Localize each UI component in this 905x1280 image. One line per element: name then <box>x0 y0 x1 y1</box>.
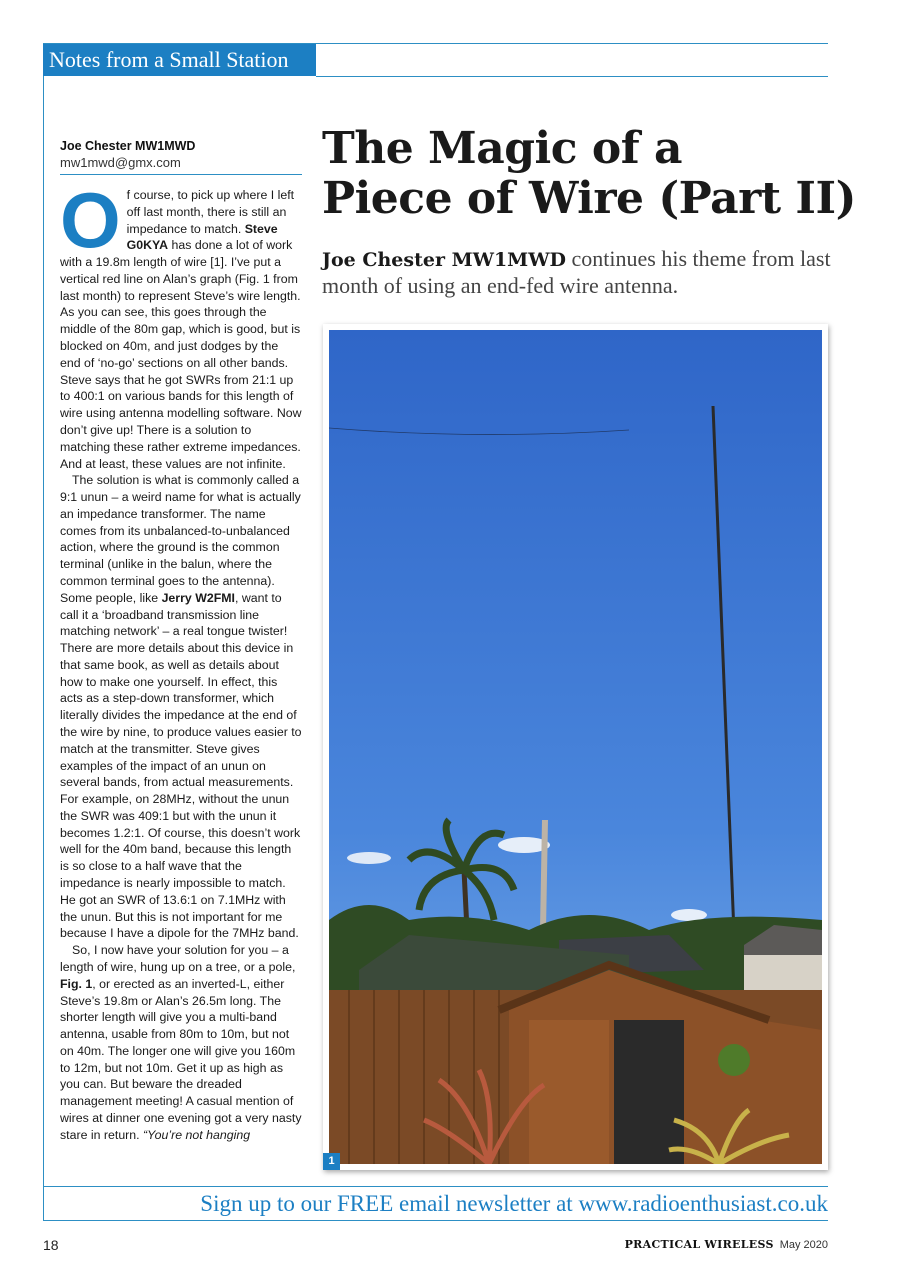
quote-start: “You’re not hanging <box>143 1127 251 1142</box>
article-title <box>322 124 862 224</box>
magazine-footer <box>625 1238 828 1251</box>
author-byline <box>60 138 302 172</box>
house-wall <box>744 955 822 995</box>
title-line-1: The Magic of a <box>322 123 682 174</box>
shed-door <box>529 1020 609 1164</box>
banner-bottom-rule <box>43 1220 828 1221</box>
cloud <box>671 909 707 921</box>
cloud <box>347 852 391 864</box>
drop-cap: O <box>60 176 121 264</box>
article-body <box>60 176 302 1144</box>
figure-number: 1 <box>323 1153 340 1170</box>
paragraph-2: The solution is what is commonly called a 9:1 unun – a weird name for what is actually an impedance transformer. The name comes from its unbalanced-to-unbalanced action, where the ground is the common terminal (unlike in the balun, where the common terminal goes to the antenna). Some people, like Jerry W2FMI, want to call it a ‘broadband transmission line matching network’ – a real tongue twister! There are more details about this device in that same book, as well as details about how to make one yourself. In effect, this acts as a step-down transformer, which literally divides the impedance at the end of the wire by nine, to produce values easier to match at the transmitter. Steve gives examples of the impact of an unun on several bands, from actual measurements. For example, on 28MHz, without the unun the SWR was 409:1 but with the unun it becomes 1.2:1. Of course, this doesn’t work well for the 40m band, because this length is so close to a half wave that the impedance is nearly impossible to match. He got an SWR of 13.6:1 on 7.1MHz with the unun. But this is not important for me because I have a dipole for the 7MHz band. <box>60 473 302 941</box>
magazine-name: PRACTICAL WIRELESS <box>624 1238 774 1251</box>
hanging-basket <box>718 1044 750 1076</box>
paragraph-3: So, I now have your solution for you – a length of wire, hung up on a tree, or a pole, Fig. 1, or erected as an inverted-L, either Steve’s 19.8m or Alan’s 26.5m long. The shorter length will give you a multi-band antenna, usable from 80m to 10m, but not on 40m. The longer one will give you 160m to 12m, but not 10m. Get it up as high as you can. But beware the dreaded management meeting! A casual mention of wires at dinner one evening got a very nasty stare in return. “You’re not hanging <box>60 943 302 1142</box>
name-jerry: Jerry W2FMI <box>161 590 235 605</box>
newsletter-banner[interactable]: Sign up to our FREE email newsletter at www.radioenthusiast.co.uk <box>200 1191 828 1216</box>
title-line-2: Piece of Wire (Part II) <box>322 173 856 224</box>
author-email[interactable]: mw1mwd@gmx.com <box>60 155 181 170</box>
standfirst: Joe Chester MW1MWD continues his theme from last month of using an end-fed wire antenna. <box>322 246 831 298</box>
fig-reference: Fig. 1 <box>60 976 93 991</box>
left-border-rule <box>43 76 44 1221</box>
antenna-photo-illustration <box>329 330 822 1164</box>
issue-date: May 2020 <box>779 1239 828 1251</box>
section-rule <box>316 76 828 77</box>
standfirst-author: Joe Chester MW1MWD <box>322 249 567 271</box>
pruned-tree <box>543 820 545 930</box>
figure-1-photo <box>323 324 828 1170</box>
author-name: Joe Chester MW1MWD <box>60 139 196 153</box>
name-steve: Steve G0KYA <box>126 221 278 253</box>
paragraph-1: Of course, to pick up where I left off last month, there is still an impedance to match. Steve G0KYA has done a lot of work with a 19.8m length of wire [1]. I’ve put a vertical red line on Alan’s graph (Fig. 1 from last month) to represent Steve’s wire length. As you can see, this goes through the middle of the 80m gap, which is good, but is blocked on 40m, and just dodges by the end of ‘no-go’ sections on all other bands. Steve says that he got SWRs from 21:1 up to 400:1 on various bands for this length of wire using antenna modelling software. Now don’t give up! There is a solution to matching these rather extreme impedances. And at least, these values are not infinite. <box>60 176 302 471</box>
page-number: 18 <box>43 1237 59 1253</box>
shed-door-opening <box>614 1020 684 1164</box>
section-header: Notes from a Small Station <box>43 44 316 76</box>
byline-rule <box>60 174 302 175</box>
